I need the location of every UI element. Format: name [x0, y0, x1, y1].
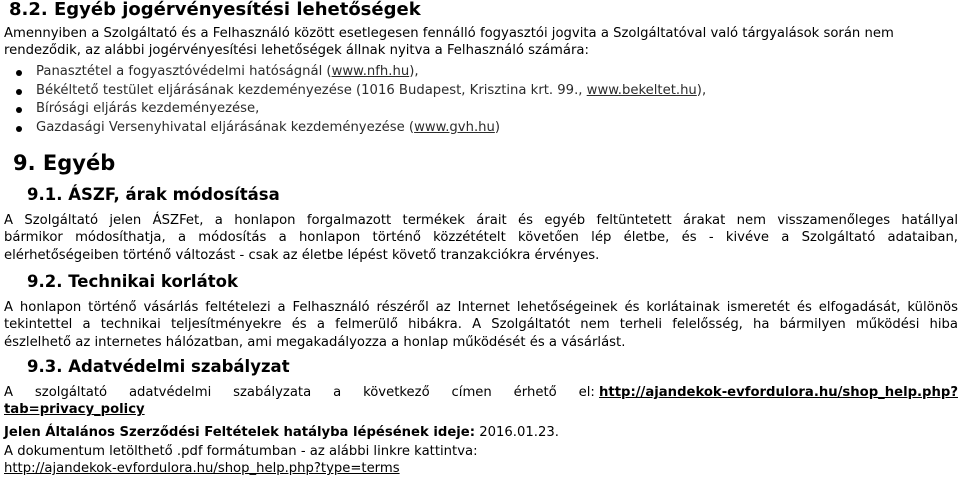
- download-text: A dokumentum letölthető .pdf formátumban - az alábbi linkre kattintva:: [4, 444, 478, 459]
- section-heading-9-1: 9.1. ÁSZF, árak módosítása: [27, 185, 280, 204]
- bullet-icon: [16, 107, 22, 113]
- list-item: [0, 63, 706, 82]
- section-heading-9-2: 9.2. Technikai korlátok: [27, 272, 238, 291]
- list-item-text: ): [494, 119, 501, 135]
- bullet-icon: [16, 70, 22, 76]
- privacy-word: el:: [578, 385, 595, 400]
- intro-paragraph: [4, 25, 956, 59]
- bekeltet-link[interactable]: www.bekeltet.hu: [586, 82, 697, 98]
- list-item-text: Panasztétel a fogyasztóvédelmi hatóságnál (: [36, 64, 332, 79]
- list-item-text: Békéltető testület eljárásának kezdeményezése (1016 Budapest, Krisztina krt. 99.,: [36, 82, 587, 98]
- effective-date-value: 2016.01.23.: [479, 425, 559, 440]
- paragraph-line: A honlapon történő vásárlás feltételezi a Felhasználó részéről az Internet lehetőségeinek és korlátainak ismeretét és elfogadását, különös: [4, 300, 958, 315]
- download-paragraph: [4, 443, 958, 478]
- paragraph-line: A Szolgáltató jelen ÁSZFet, a honlapon forgalmazott termékek árait és egyéb feltüntetett árakat nem visszamenőleges hatállyal: [4, 213, 958, 228]
- asff-modification-paragraph: [4, 212, 958, 264]
- privacy-word: A: [4, 385, 14, 400]
- bullet-icon: [16, 126, 22, 132]
- privacy-line: [4, 384, 958, 401]
- privacy-word: a: [333, 385, 342, 400]
- list-item-text: ),: [696, 82, 707, 98]
- terms-download-link[interactable]: http://ajandekok-evfordulora.hu/shop_help.php?type=terms: [4, 461, 400, 477]
- effective-date-line: [4, 424, 958, 441]
- privacy-word: szabályzata: [233, 385, 312, 400]
- privacy-word: adatvédelmi: [128, 385, 212, 400]
- list-item-text: Gazdasági Versenyhivatal eljárásának kezdeményezése (: [36, 119, 415, 135]
- privacy-word: címen: [451, 385, 492, 400]
- intro-line: rendeződik, az alábbi jogérvényesítési lehetőségek állnak nyitva a Felhasználó számára:: [4, 43, 589, 58]
- paragraph-line: bármikor módosíthatja, a módosítás a honlapon történő közzétételt követően lép életbe, és - kivéve a Szolgáltató adataiban,: [4, 230, 958, 246]
- nfh-link[interactable]: www.nfh.hu: [331, 64, 410, 79]
- privacy-link-wrap: [579, 384, 958, 401]
- list-item-text: ),: [409, 64, 419, 79]
- list-item: [0, 82, 706, 101]
- privacy-line: [4, 401, 958, 418]
- paragraph-line: tekintettel a technikai teljesítményekre és a felmerülő hibákra. A Szolgáltatót nem terheli felelősség, ha bármilyen működési hiba: [4, 317, 958, 333]
- section-heading-8-2: 8.2. Egyéb jogérvényesítési lehetőségek: [9, 0, 421, 20]
- gvh-link[interactable]: www.gvh.hu: [414, 119, 495, 135]
- privacy-paragraph: [4, 384, 958, 419]
- paragraph-line: észlelhető az internetes hálózatban, ami megakadályozza a honlap működését és a vásárlást.: [4, 334, 626, 350]
- privacy-policy-link[interactable]: http://ajandekok-evfordulora.hu/shop_help.php?: [599, 385, 958, 400]
- list-item-text: Bírósági eljárás kezdeményezése,: [36, 101, 260, 116]
- privacy-word: következő: [363, 385, 430, 400]
- bullet-icon: [16, 89, 22, 95]
- paragraph-line: elérhetőségeiben történő változást - csak az életbe lépést követő tranzakciókra érvényes.: [4, 247, 600, 263]
- privacy-word: érhető: [513, 385, 557, 400]
- effective-date-label: Jelen Általános Szerződési Feltételek hatályba lépésének ideje:: [4, 425, 476, 440]
- section-heading-9: 9. Egyéb: [13, 151, 116, 175]
- technical-limits-paragraph: [4, 299, 958, 351]
- list-item: [0, 119, 706, 138]
- intro-line: Amennyiben a Szolgáltató és a Felhasználó között esetlegesen fennálló fogyasztói jogvita a Szolgáltatóval való tárgyalások során nem: [4, 26, 894, 41]
- privacy-policy-link-continued[interactable]: tab=privacy_policy: [4, 402, 145, 418]
- section-heading-9-3: 9.3. Adatvédelmi szabályzat: [27, 357, 290, 376]
- privacy-word: szolgáltató: [34, 385, 108, 400]
- remedies-list: [0, 63, 706, 137]
- list-item: [0, 100, 706, 119]
